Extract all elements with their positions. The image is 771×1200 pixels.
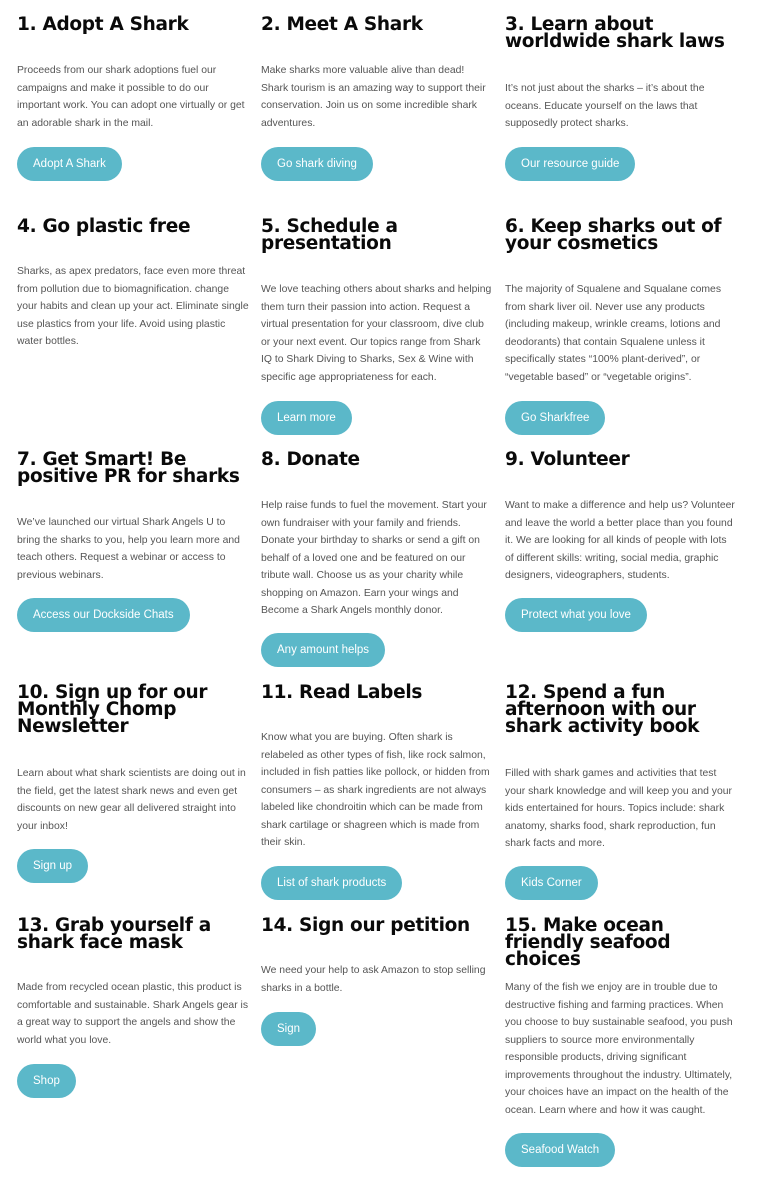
card-newsletter-body bbox=[17, 765, 249, 835]
card-newsletter bbox=[17, 684, 249, 735]
card-petition-body bbox=[261, 962, 493, 997]
card-title: 11. Read Labels bbox=[261, 682, 423, 703]
card-read-labels bbox=[261, 684, 493, 701]
card-text: Learn about what shark scientists are doing out in the field, get the latest shark news and even get discounts on new gear all delivered straight into your inbox! bbox=[17, 768, 246, 832]
card-title: 3. Learn about worldwide shark laws bbox=[505, 14, 725, 52]
card-title: 6. Keep sharks out of your cosmetics bbox=[505, 216, 722, 254]
card-donate bbox=[261, 451, 493, 468]
card-title: 13. Grab yourself a shark face mask bbox=[17, 915, 211, 953]
card-title: 2. Meet A Shark bbox=[261, 14, 423, 35]
any-amount-helps-button[interactable]: Any amount helps bbox=[261, 633, 385, 667]
card-text: We’ve launched our virtual Shark Angels U to bring the sharks to you, help you learn more and teach others. Request a webinar or access to previous webinars. bbox=[17, 517, 240, 581]
shark-products-list-button[interactable]: List of shark products bbox=[261, 866, 402, 900]
card-text: Help raise funds to fuel the movement. Start your own fundraiser with your family and friends. Donate your birthday to sharks or send a gift on behalf of a loved one and be featured on our tribute wall. Choose us as your charity while shopping on Amazon. Earn your wings and Become a Shark Angels monthly donor. bbox=[261, 500, 487, 616]
card-text: Sharks, as apex predators, face even more threat from pollution due to biomagnification. change your habits and clean up your act. Eliminate single use plastics from your life. Avoid using plastic water bottles. bbox=[17, 266, 249, 347]
card-read-labels-body bbox=[261, 729, 493, 852]
go-sharkfree-button[interactable]: Go Sharkfree bbox=[505, 401, 605, 435]
card-shark-laws-body bbox=[505, 80, 737, 133]
card-shark-laws bbox=[505, 16, 737, 50]
card-text: Many of the fish we enjoy are in trouble due to destructive fishing and farming practices. When you choose to buy sustainable seafood, you push suppliers to source more environmentally responsible products, driving significant improvements throughout the industry. Ultimately, your choices have an impact on the health of the ocean. Learn where and how it was caught. bbox=[505, 982, 733, 1116]
card-title: 1. Adopt A Shark bbox=[17, 14, 189, 35]
card-get-smart bbox=[17, 451, 249, 485]
card-adopt-a-shark-body bbox=[17, 62, 249, 132]
card-face-mask-body bbox=[17, 979, 249, 1049]
card-activity-book-body bbox=[505, 765, 737, 853]
card-text: We love teaching others about sharks and helping them turn their passion into action. Request a virtual presentation for your classroom, dive club or your next event. Our topics range from Shark IQ to Shark Diving to Sharks, Sex & Wine with specific age appropriateness for each. bbox=[261, 284, 492, 383]
card-donate-body bbox=[261, 497, 493, 620]
card-activity-book bbox=[505, 684, 737, 735]
sign-up-button[interactable]: Sign up bbox=[17, 849, 88, 883]
card-text: The majority of Squalene and Squalane comes from shark liver oil. Never use any products (including makeup, wrinkle creams, lotions and deodorants) that contain Squalene unless it specifically states “100% plant-derived”, or “vegetable based” or “vegetable origins”. bbox=[505, 284, 722, 383]
card-title: 10. Sign up for our Monthly Chomp Newsletter bbox=[17, 682, 208, 737]
dockside-chats-button[interactable]: Access our Dockside Chats bbox=[17, 598, 190, 632]
card-text: Made from recycled ocean plastic, this product is comfortable and sustainable. Shark Angels gear is a great way to support the angels and show the world what you love. bbox=[17, 982, 249, 1046]
card-seafood-body bbox=[505, 979, 737, 1119]
card-text: Proceeds from our shark adoptions fuel our campaigns and make it possible to do our important work. You can adopt one virtually or get an adorable shark in the mail. bbox=[17, 65, 245, 129]
card-text: Know what you are buying. Often shark is relabeled as other types of fish, like rock salmon, included in fish patties like pollock, or hidden from consumers – as shark ingredients are not always labeled like chondroitin which can be made from shark cartilage or shagreen which is made from their skin. bbox=[261, 732, 490, 848]
card-text: Make sharks more valuable alive than dead! Shark tourism is an amazing way to support their conservation. Join us on some incredible shark adventures. bbox=[261, 65, 486, 129]
card-volunteer bbox=[505, 451, 737, 468]
card-plastic-free bbox=[17, 218, 249, 235]
card-meet-a-shark bbox=[261, 16, 493, 33]
card-plastic-free-body bbox=[17, 263, 249, 351]
card-volunteer-body bbox=[505, 497, 737, 585]
card-text: It’s not just about the sharks – it’s about the oceans. Educate yourself on the laws that supposedly protect sharks. bbox=[505, 83, 705, 129]
kids-corner-button[interactable]: Kids Corner bbox=[505, 866, 598, 900]
card-cosmetics bbox=[505, 218, 737, 252]
adopt-a-shark-button[interactable]: Adopt A Shark bbox=[17, 147, 122, 181]
card-title: 14. Sign our petition bbox=[261, 915, 470, 936]
card-seafood bbox=[505, 917, 737, 968]
card-title: 9. Volunteer bbox=[505, 449, 630, 470]
card-text: Want to make a difference and help us? Volunteer and leave the world a better place than you found it. We are looking for all kinds of people with lots of different skills: writing, social media, graphic designers, videographers, students. bbox=[505, 500, 735, 581]
sign-petition-button[interactable]: Sign bbox=[261, 1012, 316, 1046]
card-title: 7. Get Smart! Be positive PR for sharks bbox=[17, 449, 240, 487]
protect-what-you-love-button[interactable]: Protect what you love bbox=[505, 598, 647, 632]
card-meet-a-shark-body bbox=[261, 62, 493, 132]
card-petition bbox=[261, 917, 493, 934]
go-shark-diving-button[interactable]: Go shark diving bbox=[261, 147, 373, 181]
learn-more-button[interactable]: Learn more bbox=[261, 401, 352, 435]
seafood-watch-button[interactable]: Seafood Watch bbox=[505, 1133, 615, 1167]
card-presentation-body bbox=[261, 281, 493, 386]
card-cosmetics-body bbox=[505, 281, 737, 386]
resource-guide-button[interactable]: Our resource guide bbox=[505, 147, 635, 181]
card-get-smart-body bbox=[17, 514, 249, 584]
card-title: 12. Spend a fun afternoon with our shark activity book bbox=[505, 682, 700, 737]
shop-button[interactable]: Shop bbox=[17, 1064, 76, 1098]
card-adopt-a-shark bbox=[17, 16, 249, 33]
card-title: 15. Make ocean friendly seafood choices bbox=[505, 915, 671, 970]
card-text: Filled with shark games and activities that test your shark knowledge and will keep you and your kids entertained for hours. Topics include: shark anatomy, sharks food, shark reproduction, fun shark facts and more. bbox=[505, 768, 732, 849]
card-text: We need your help to ask Amazon to stop selling sharks in a bottle. bbox=[261, 965, 486, 994]
card-face-mask bbox=[17, 917, 249, 951]
card-presentation bbox=[261, 218, 493, 252]
card-title: 4. Go plastic free bbox=[17, 216, 191, 237]
card-title: 8. Donate bbox=[261, 449, 360, 470]
card-title: 5. Schedule a presentation bbox=[261, 216, 398, 254]
